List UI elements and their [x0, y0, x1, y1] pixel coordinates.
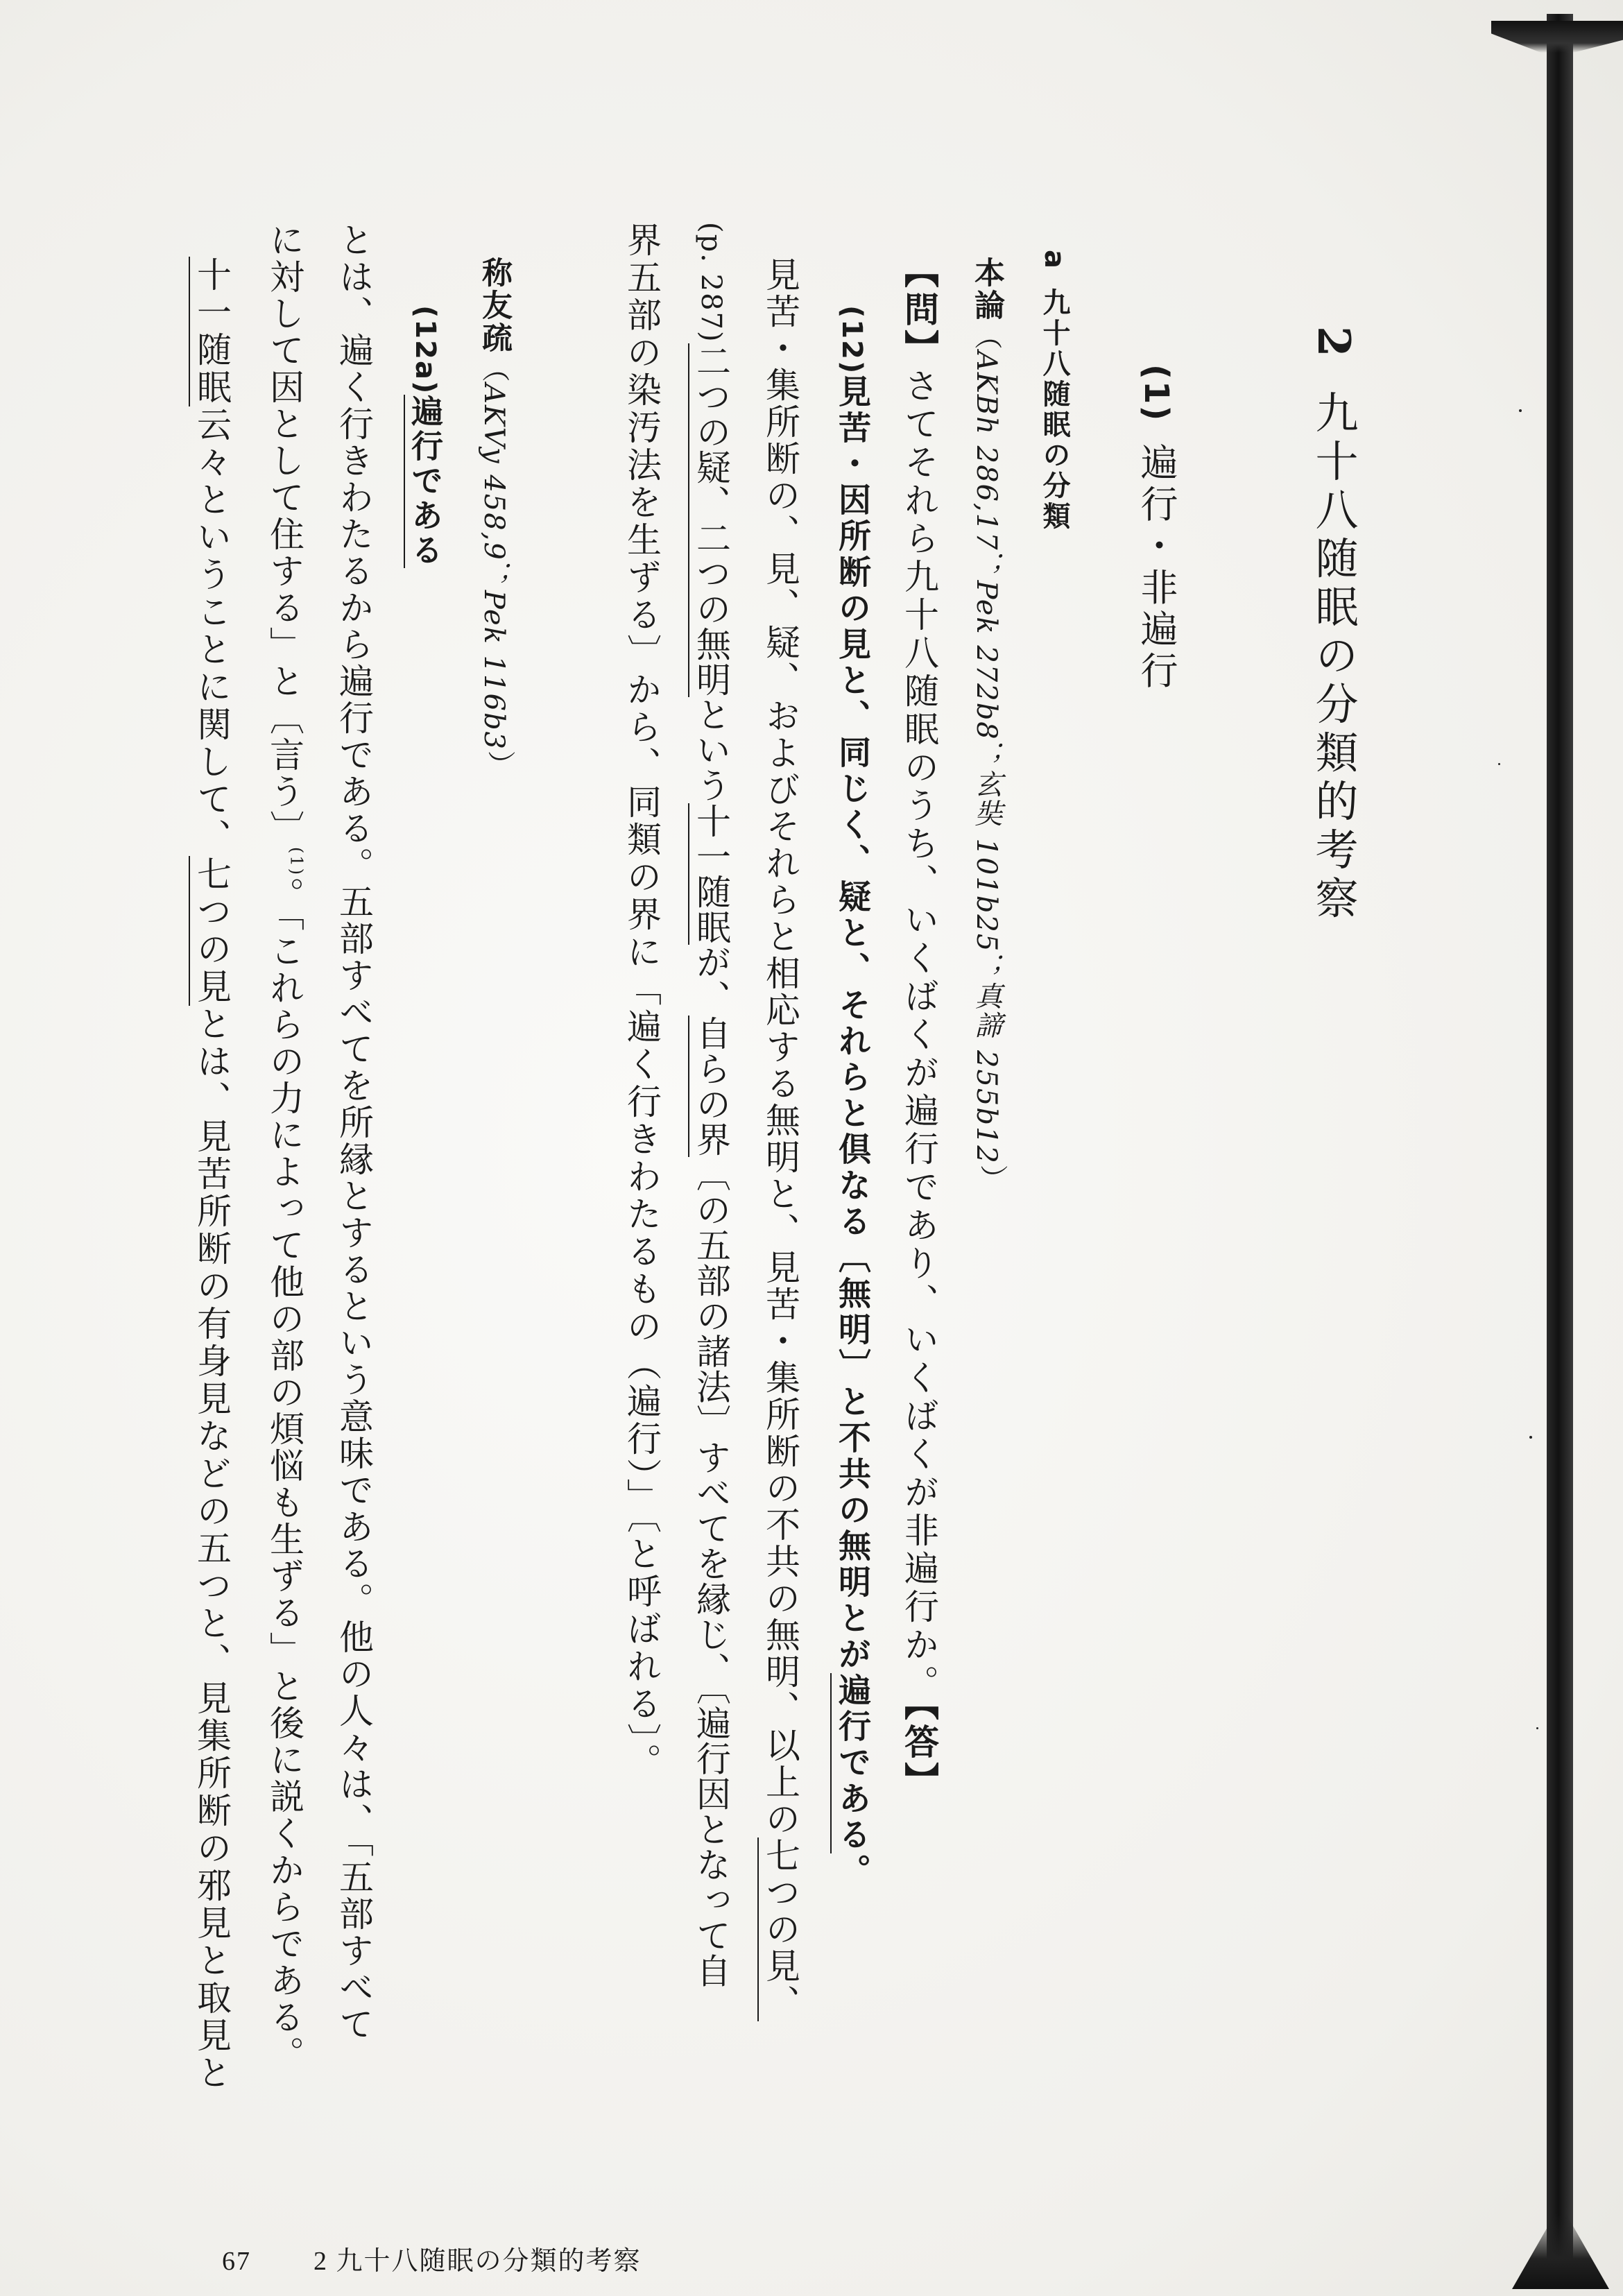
chapter-number: 2: [1307, 326, 1359, 363]
page-reference: (p. 287): [695, 222, 727, 343]
commentary-line-3: [191, 257, 232, 2092]
footnote-marker: (1): [286, 847, 307, 877]
body-text: 界五部の染汚法を生ずる〕から、同類の界に「遍く行きわたるもの（遍行）」〔と呼ばれる〕。: [621, 222, 662, 1781]
verse-number: (12): [836, 305, 868, 375]
running-head: 2 九十八随眠の分類的考察: [314, 2247, 642, 2276]
page-footer: [222, 2239, 704, 2277]
verse-bracket-a: 〔無明〕: [833, 1240, 871, 1385]
commentary-text: とは、見苦所断の有身見などの五つと、見集所断の邪見と取見と: [191, 1006, 232, 2092]
commentary-line-1: [334, 222, 374, 2043]
commentary-text: 云々ということに関して、: [191, 406, 232, 856]
body-text: が、: [691, 944, 731, 1016]
answer-label: 【答】: [899, 1703, 939, 1800]
commentary-heading: [476, 257, 512, 780]
body-marked: 二つの無明: [688, 520, 731, 697]
body-text: 見苦・集所断の、見、疑、およびそれらと相応する無明と、見苦・集所断の不共の無明、以上の: [760, 257, 800, 1837]
question-line: [899, 253, 939, 1800]
commentary-marked: 七つの見: [189, 856, 232, 1006]
scan-speck: [1498, 763, 1500, 765]
scan-speck: [1529, 1436, 1532, 1439]
book-spine: [1547, 14, 1573, 2289]
body-text: 〔の五部の諸法〕すべてを縁じ、〔遍行因となって自: [691, 1156, 731, 1989]
item-number: (12a): [409, 305, 441, 395]
item-title: 遍行である: [404, 395, 444, 568]
verse-text-a: 見苦・因所断の見と、同じく、疑と、それらと倶なる: [833, 375, 871, 1241]
commentary-item: [406, 305, 444, 569]
commentary-text: 。「これらの力によって他の部の煩悩も生ずる」と後に説くからである。: [264, 877, 304, 2073]
honron-label: 本論: [969, 257, 1004, 322]
verse-12: [833, 305, 871, 1890]
verse-text-c: 。: [833, 1853, 871, 1890]
section-heading: [1135, 364, 1178, 693]
subsection-heading: [1040, 250, 1068, 532]
body-line-2: [691, 222, 731, 1989]
book-spine-bottom: [1512, 2213, 1609, 2289]
commentary-reference: （AKVy 458,9；Pek 116b3）: [478, 354, 510, 780]
body-marked: 十一随眠: [688, 803, 731, 945]
commentary-marked: 十一随眠: [189, 257, 232, 406]
scan-speck: [1536, 1727, 1538, 1729]
question-label: 【問】: [899, 253, 939, 368]
subsection-title: 九十八随眠の分類: [1038, 288, 1070, 532]
body-line-1: [760, 257, 800, 2021]
commentary-label: 称友疏: [476, 257, 512, 354]
verse-mark-b: 遍行である: [830, 1673, 871, 1853]
section-number: (1): [1137, 364, 1176, 422]
chapter-title: 九十八随眠の分類的考察: [1308, 390, 1359, 925]
verse-text-b: と不共の無明とが: [833, 1385, 871, 1674]
body-text: という: [691, 696, 731, 803]
subsection-letter: a: [1038, 250, 1070, 270]
page-number: 67: [222, 2247, 251, 2276]
question-text: さてそれら九十八随眠のうち、いくばくが遍行であり、いくばくが非遍行か。: [899, 368, 939, 1703]
scan-speck: [1519, 409, 1522, 412]
section-title: 遍行・非遍行: [1135, 443, 1178, 693]
chapter-heading: [1307, 326, 1359, 925]
honron-line: [971, 257, 1002, 1194]
body-marked: 二つの疑、: [688, 343, 731, 520]
body-line-3: [621, 222, 662, 1781]
body-marked: 自らの界: [688, 1016, 731, 1157]
book-spine-cap: [1491, 21, 1623, 53]
commentary-text: に対して因として住する」と〔言う〕: [264, 222, 304, 847]
commentary-line-2: [264, 222, 307, 2073]
commentary-text: とは、遍く行きわたるから遍行である。五部すべてを所縁とするという意味である。他の人々は、「五部すべて: [334, 222, 374, 2043]
body-marked: 七つの見、: [757, 1837, 800, 2021]
honron-reference: （AKBh 286,17；Pek 272b8；玄奘 101b25；真諦 255b12）: [970, 322, 1002, 1194]
